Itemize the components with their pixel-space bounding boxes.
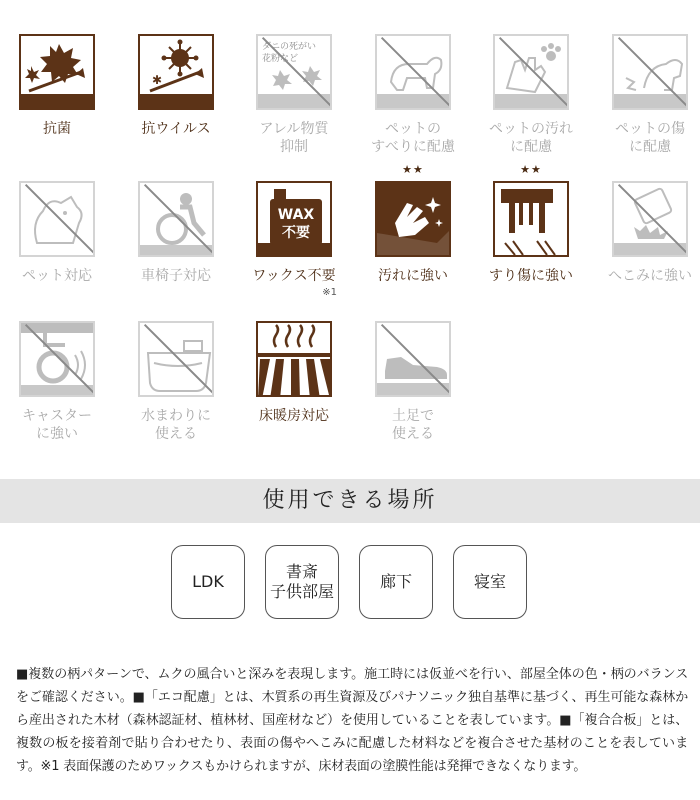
rating-stars: ★★ (402, 163, 424, 176)
feature-label: ペットの汚れ に配慮 (489, 121, 573, 155)
places-heading: 使用できる場所 (0, 479, 700, 523)
place-ldk: LDK (171, 545, 245, 619)
svg-text:✱: ✱ (152, 73, 163, 87)
rating-stars: ★★ (520, 163, 542, 176)
caster-icon (19, 321, 95, 397)
place-study-kids-room: 書斎 子供部屋 (265, 545, 339, 619)
floor-heating-icon (256, 321, 332, 397)
pet-slip-icon (375, 34, 451, 110)
feature-label: 車椅子対応 (141, 268, 211, 284)
feature-label: 水まわりに 使える (141, 408, 211, 442)
place-hallway: 廊下 (359, 545, 433, 619)
feature-label: アレル物質 抑制 (259, 121, 329, 155)
feature-label: 土足で 使える (392, 408, 434, 442)
scratch-resistant-icon (493, 181, 569, 257)
water-area-icon (138, 321, 214, 397)
feature-label: すり傷に強い (489, 268, 573, 284)
svg-text:不要: 不要 (282, 225, 310, 241)
wheelchair-icon (138, 181, 214, 257)
feature-label: 抗ウイルス (141, 121, 211, 137)
svg-text:WAX: WAX (277, 207, 315, 223)
pet-icon (19, 181, 95, 257)
feature-label: ペットの傷 に配慮 (615, 121, 685, 155)
feature-label: へこみに強い (608, 268, 692, 284)
antibacterial-icon (19, 34, 95, 110)
place-bedroom: 寝室 (453, 545, 527, 619)
feature-label: ペットの すべりに配慮 (371, 121, 455, 155)
feature-label: 床暖房対応 (259, 408, 329, 424)
feature-label: 汚れに強い (378, 268, 448, 284)
feature-label: ワックス不要 (252, 268, 336, 284)
dent-resistant-icon (612, 181, 688, 257)
pet-dirt-icon (493, 34, 569, 110)
antivirus-icon (138, 34, 214, 110)
feature-label: キャスター に強い (22, 408, 92, 442)
pet-scratch-icon (612, 34, 688, 110)
wax-free-icon (256, 181, 332, 257)
stain-resistant-icon (375, 181, 451, 257)
allergen-icon (256, 34, 332, 110)
feature-label: 抗菌 (43, 121, 71, 137)
footnote-mark: ※1 (322, 287, 337, 298)
svg-text:ダニの死がい: ダニの死がい (262, 42, 317, 52)
shoes-icon (375, 321, 451, 397)
product-description: ■複数の柄パターンで、ムクの風合いと深みを表現します。施工時には仮並べを行い、部屋全体の色・柄のバランスをご確認ください。■「エコ配慮」とは、木質系の再生資源及びパナソニック独自基準に基づく、再生可能な森林から産出された木材（森林認証材、植林材、国産材など）を使用していることを表しています。■「複合合板」とは、複数の板を接着剤で貼り合わせたり、表面の傷やへこみに配慮した材料などを複合させた基材のことを表しています。※1 表面保護のためワックスもかけられますが、床材表面の塗膜性能は発揮できなくなります。 (16, 667, 688, 774)
feature-label: ペット対応 (22, 268, 92, 284)
svg-text:花粉など: 花粉など (262, 54, 299, 64)
